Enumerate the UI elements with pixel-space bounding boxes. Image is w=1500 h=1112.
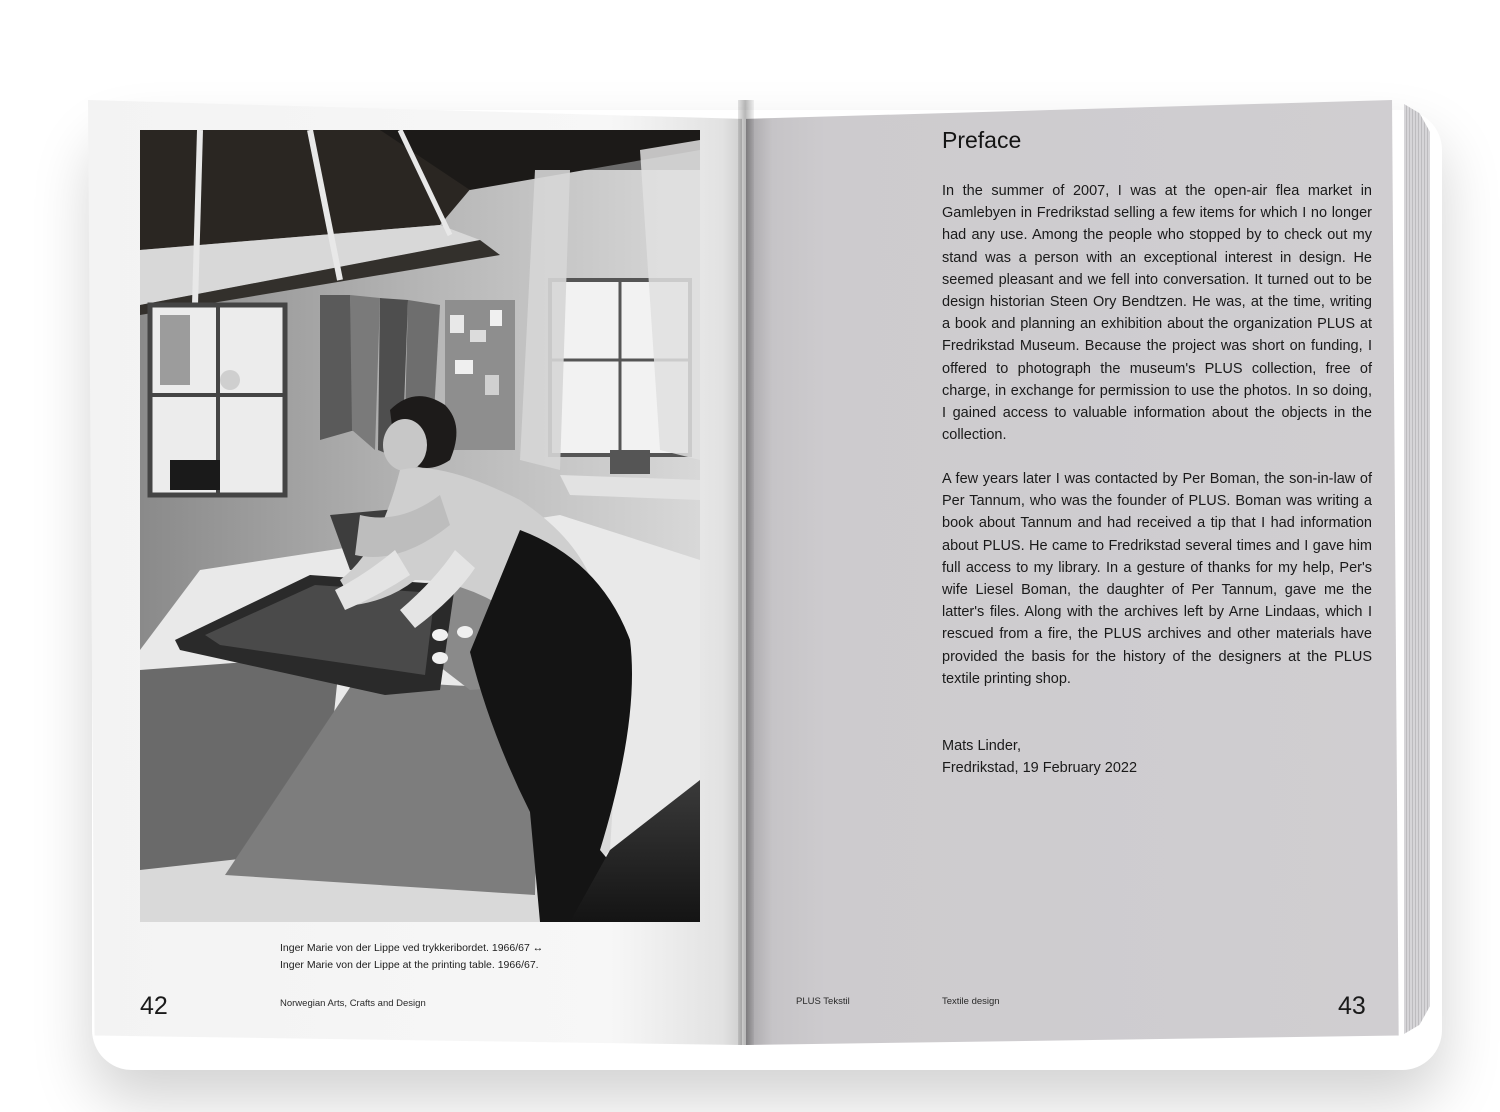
paragraph-1: In the summer of 2007, I was at the open-air flea market in Gamlebyen in Fredrikstad selling a few items for which I no longer had any use. Among the people who stopped by to check out my stand was a person with an exceptional interest in design. He seemed pleasant and we fell into conversation. It turned out to be design historian Steen Ory Bendtzen. He was, at the time, writing a book and planning an exhibition about the organization PLUS at Fredrikstad Museum. Because the project was short on funding, I offered to photograph the museum's PLUS collection, free of charge, in exchange for permission to use the photos. In so doing, I gained access to valuable information about the objects in the collection.: [942, 183, 1372, 444]
running-footer-left: Norwegian Arts, Crafts and Design: [280, 998, 426, 1009]
page-title: Preface: [942, 127, 1022, 153]
running-footer-textile-design: Textile design: [942, 996, 1000, 1007]
page-number-right: 43: [1338, 992, 1366, 1020]
signature: [942, 735, 1137, 779]
photo-image: [140, 130, 700, 922]
book-gutter: [738, 100, 754, 1045]
caption-line-english: Inger Marie von der Lippe at the printing table. 1966/67.: [280, 959, 539, 971]
photo-printing-table: [140, 130, 700, 922]
caption-line-norwegian: Inger Marie von der Lippe ved trykkeribordet. 1966/67 ↔: [280, 942, 544, 954]
page-number-left: 42: [140, 992, 168, 1020]
page-edges: [1404, 104, 1430, 1034]
running-footer-plus-tekstil: PLUS Tekstil: [796, 996, 850, 1007]
photo-caption: [280, 940, 543, 974]
signature-place-date: Fredrikstad, 19 February 2022: [942, 760, 1138, 777]
signature-name: Mats Linder,: [942, 738, 1021, 754]
paragraph-2: A few years later I was contacted by Per Boman, the son-in-law of Per Tannum, who was the founder of PLUS. Boman was writing a book about Tannum and had received a tip that I had information about PLUS. He came to Fredrikstad several times and I gave him full access to my library. In a gesture of thanks for my help, Per's wife Liesel Boman, the daughter of Per Tannum, gave me the latter's files. Along with the archives left by Arne Lindaas, which I rescued from a fire, the PLUS archives and other materials have provided the basis for the history of the designers at the PLUS textile printing shop.: [942, 471, 1372, 687]
